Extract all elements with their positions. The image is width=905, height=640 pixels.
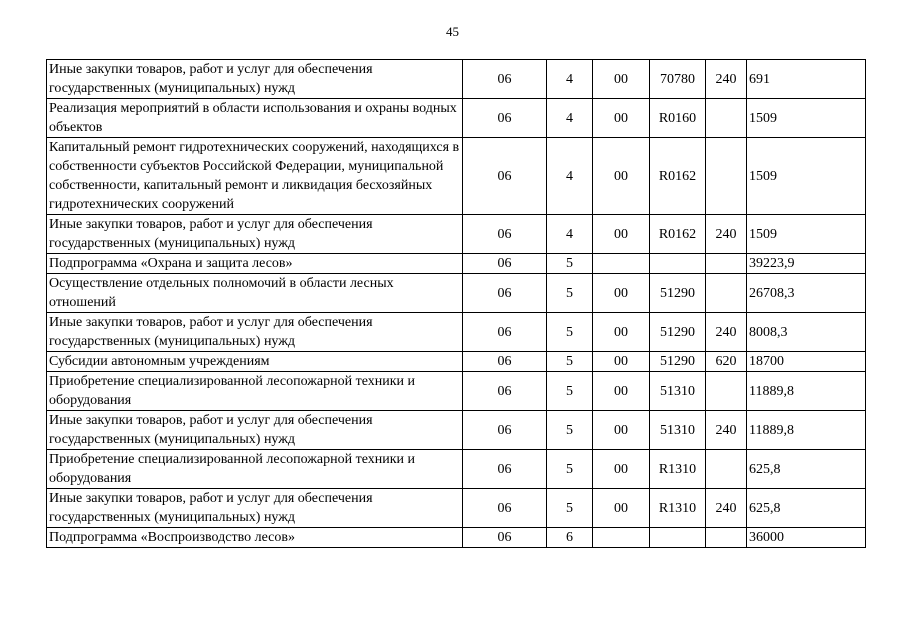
target-article-code-cell <box>650 254 706 274</box>
page-number: 45 <box>446 24 459 39</box>
section-code-cell: 06 <box>463 215 547 254</box>
program-code-cell: 00 <box>593 215 650 254</box>
budget-table <box>46 59 866 548</box>
target-article-code-cell: R1310 <box>650 489 706 528</box>
target-article-code-cell: 51290 <box>650 274 706 313</box>
table-row <box>47 528 866 548</box>
program-code-cell: 00 <box>593 60 650 99</box>
table-row <box>47 450 866 489</box>
program-code-cell: 00 <box>593 313 650 352</box>
target-article-code-cell: 51290 <box>650 352 706 372</box>
subsection-code-cell: 5 <box>547 489 593 528</box>
amount-cell: 1509 <box>747 99 866 138</box>
row-name-cell: Субсидии автономным учреждениям <box>47 352 463 372</box>
table-row <box>47 215 866 254</box>
expense-type-code-cell <box>706 528 747 548</box>
table-row <box>47 60 866 99</box>
program-code-cell: 00 <box>593 450 650 489</box>
subsection-code-cell: 4 <box>547 99 593 138</box>
subsection-code-cell: 4 <box>547 138 593 215</box>
table-row <box>47 274 866 313</box>
target-article-code-cell: 70780 <box>650 60 706 99</box>
table-row <box>47 489 866 528</box>
subsection-code-cell: 5 <box>547 411 593 450</box>
program-code-cell: 00 <box>593 352 650 372</box>
subsection-code-cell: 5 <box>547 450 593 489</box>
expense-type-code-cell: 240 <box>706 489 747 528</box>
row-name-cell: Иные закупки товаров, работ и услуг для обеспечения государственных (муниципальных) нужд <box>47 411 463 450</box>
expense-type-code-cell: 240 <box>706 411 747 450</box>
section-code-cell: 06 <box>463 372 547 411</box>
target-article-code-cell: 51310 <box>650 411 706 450</box>
amount-cell: 625,8 <box>747 489 866 528</box>
expense-type-code-cell <box>706 254 747 274</box>
row-name-cell: Капитальный ремонт гидротехнических сооружений, находящихся в собственности субъектов Российской Федерации, муниципальной собственности, капитальный ремонт и ликвидация бесхозяйных гидротехнических сооружений <box>47 138 463 215</box>
program-code-cell <box>593 254 650 274</box>
section-code-cell: 06 <box>463 313 547 352</box>
target-article-code-cell: R1310 <box>650 450 706 489</box>
section-code-cell: 06 <box>463 60 547 99</box>
section-code-cell: 06 <box>463 99 547 138</box>
expense-type-code-cell: 620 <box>706 352 747 372</box>
expense-type-code-cell <box>706 99 747 138</box>
table-row <box>47 372 866 411</box>
target-article-code-cell: R0162 <box>650 215 706 254</box>
amount-cell: 691 <box>747 60 866 99</box>
expense-type-code-cell: 240 <box>706 215 747 254</box>
amount-cell: 8008,3 <box>747 313 866 352</box>
subsection-code-cell: 6 <box>547 528 593 548</box>
row-name-cell: Подпрограмма «Охрана и защита лесов» <box>47 254 463 274</box>
program-code-cell: 00 <box>593 99 650 138</box>
expense-type-code-cell <box>706 138 747 215</box>
section-code-cell: 06 <box>463 274 547 313</box>
program-code-cell: 00 <box>593 274 650 313</box>
target-article-code-cell: 51310 <box>650 372 706 411</box>
program-code-cell: 00 <box>593 411 650 450</box>
expense-type-code-cell <box>706 450 747 489</box>
program-code-cell: 00 <box>593 372 650 411</box>
row-name-cell: Подпрограмма «Воспроизводство лесов» <box>47 528 463 548</box>
subsection-code-cell: 5 <box>547 254 593 274</box>
table-row <box>47 99 866 138</box>
subsection-code-cell: 5 <box>547 313 593 352</box>
expense-type-code-cell <box>706 274 747 313</box>
amount-cell: 26708,3 <box>747 274 866 313</box>
subsection-code-cell: 5 <box>547 352 593 372</box>
amount-cell: 625,8 <box>747 450 866 489</box>
program-code-cell <box>593 528 650 548</box>
amount-cell: 1509 <box>747 215 866 254</box>
row-name-cell: Реализация мероприятий в области использования и охраны водных объектов <box>47 99 463 138</box>
section-code-cell: 06 <box>463 450 547 489</box>
row-name-cell: Приобретение специализированной лесопожарной техники и оборудования <box>47 372 463 411</box>
table-row <box>47 254 866 274</box>
section-code-cell: 06 <box>463 352 547 372</box>
amount-cell: 39223,9 <box>747 254 866 274</box>
section-code-cell: 06 <box>463 254 547 274</box>
row-name-cell: Иные закупки товаров, работ и услуг для обеспечения государственных (муниципальных) нужд <box>47 60 463 99</box>
target-article-code-cell: 51290 <box>650 313 706 352</box>
subsection-code-cell: 4 <box>547 215 593 254</box>
section-code-cell: 06 <box>463 411 547 450</box>
expense-type-code-cell: 240 <box>706 313 747 352</box>
table-row <box>47 352 866 372</box>
amount-cell: 36000 <box>747 528 866 548</box>
program-code-cell: 00 <box>593 138 650 215</box>
section-code-cell: 06 <box>463 489 547 528</box>
target-article-code-cell: R0162 <box>650 138 706 215</box>
row-name-cell: Осуществление отдельных полномочий в области лесных отношений <box>47 274 463 313</box>
subsection-code-cell: 5 <box>547 372 593 411</box>
target-article-code-cell: R0160 <box>650 99 706 138</box>
table-row <box>47 138 866 215</box>
section-code-cell: 06 <box>463 528 547 548</box>
subsection-code-cell: 4 <box>547 60 593 99</box>
row-name-cell: Иные закупки товаров, работ и услуг для обеспечения государственных (муниципальных) нужд <box>47 215 463 254</box>
table-row <box>47 313 866 352</box>
subsection-code-cell: 5 <box>547 274 593 313</box>
row-name-cell: Иные закупки товаров, работ и услуг для обеспечения государственных (муниципальных) нужд <box>47 489 463 528</box>
section-code-cell: 06 <box>463 138 547 215</box>
amount-cell: 18700 <box>747 352 866 372</box>
amount-cell: 11889,8 <box>747 411 866 450</box>
expense-type-code-cell <box>706 372 747 411</box>
target-article-code-cell <box>650 528 706 548</box>
row-name-cell: Иные закупки товаров, работ и услуг для обеспечения государственных (муниципальных) нужд <box>47 313 463 352</box>
amount-cell: 1509 <box>747 138 866 215</box>
expense-type-code-cell: 240 <box>706 60 747 99</box>
amount-cell: 11889,8 <box>747 372 866 411</box>
table-row <box>47 411 866 450</box>
program-code-cell: 00 <box>593 489 650 528</box>
row-name-cell: Приобретение специализированной лесопожарной техники и оборудования <box>47 450 463 489</box>
